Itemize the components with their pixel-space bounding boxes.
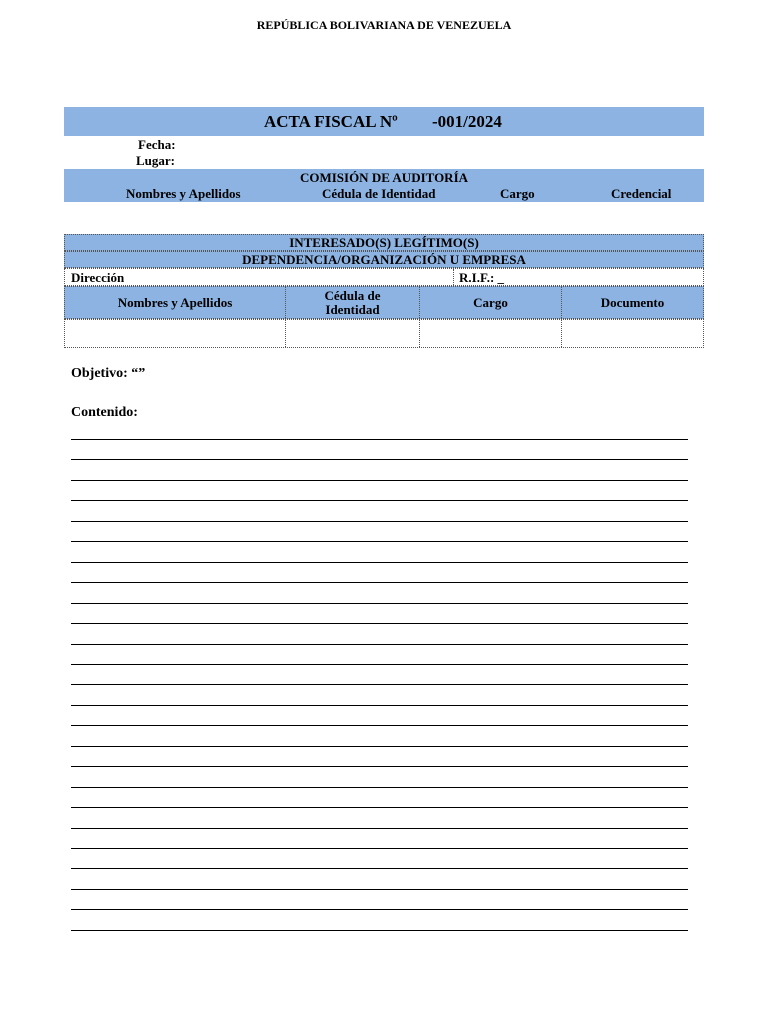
commission-band [64, 169, 704, 202]
content-line [71, 644, 688, 645]
content-line [71, 603, 688, 604]
content-line [71, 787, 688, 788]
content-line [71, 725, 688, 726]
acta-title-bar [64, 107, 704, 136]
interested-col-cargo: Cargo [420, 287, 562, 318]
objetivo-label: Objetivo: “” [71, 366, 146, 381]
commission-title: COMISIÓN DE AUDITORÍA [299, 170, 469, 185]
content-line [71, 807, 688, 808]
content-line [71, 930, 688, 931]
interested-col-documento: Documento [600, 294, 665, 310]
country-header: REPÚBLICA BOLIVARIANA DE VENEZUELA [256, 18, 512, 32]
rif-label: R.I.F.: _ [459, 270, 505, 285]
content-line [71, 868, 688, 869]
content-line [71, 459, 688, 460]
org-info-row [64, 268, 704, 286]
content-line [71, 705, 688, 706]
contenido-label: Contenido: [71, 405, 138, 420]
content-line [71, 766, 688, 767]
content-line [71, 541, 688, 542]
interested-title: INTERESADO(S) LEGÍTIMO(S) [64, 234, 704, 251]
content-line [71, 889, 688, 890]
content-line [71, 500, 688, 501]
content-line [71, 562, 688, 563]
org-title: DEPENDENCIA/ORGANIZACIÓN U EMPRESA [64, 251, 704, 268]
content-line [71, 521, 688, 522]
interested-header-row [64, 286, 704, 319]
commission-col-cedula: Cédula de Identidad [322, 186, 436, 201]
content-line [71, 439, 688, 440]
commission-col-nombres: Nombres y Apellidos [126, 186, 241, 201]
content-line [71, 684, 688, 685]
content-line [71, 664, 688, 665]
content-line [71, 746, 688, 747]
direccion-label: Dirección [71, 270, 125, 285]
interested-col-nombres: Nombres y Apellidos [65, 287, 286, 318]
commission-col-cargo: Cargo [500, 186, 535, 201]
content-line [71, 623, 688, 624]
content-line [71, 909, 688, 910]
acta-number: -001/2024 [432, 112, 502, 131]
content-line [71, 828, 688, 829]
acta-title: ACTA FISCAL Nº [264, 112, 398, 131]
content-line [71, 480, 688, 481]
commission-col-credencial: Credencial [611, 186, 672, 201]
content-line [71, 848, 688, 849]
lugar-label: Lugar: [136, 153, 175, 168]
content-line [71, 582, 688, 583]
fecha-label: Fecha: [138, 137, 176, 152]
interested-empty-row [64, 319, 704, 348]
interested-col-cedula: Cédula de Identidad [286, 287, 420, 318]
